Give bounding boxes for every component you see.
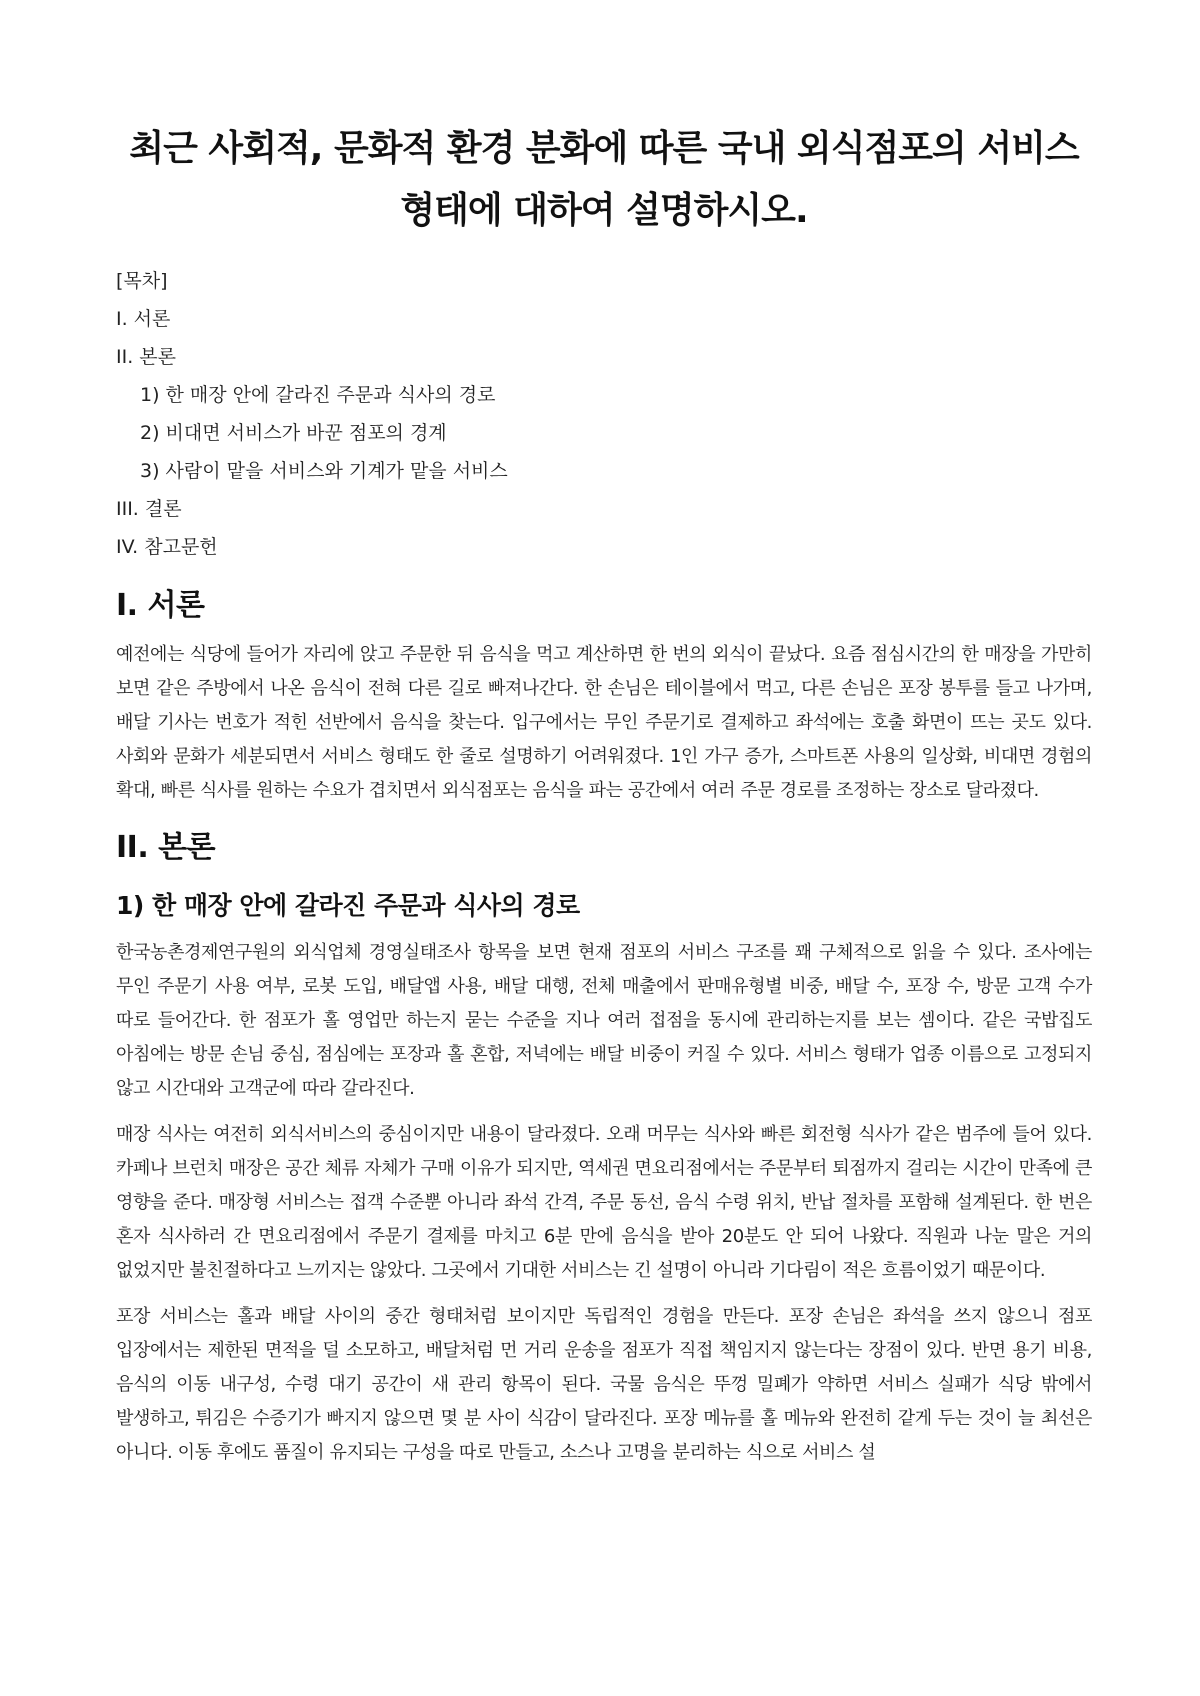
toc-item-subsection-1: 1) 한 매장 안에 갈라진 주문과 식사의 경로 (140, 384, 496, 406)
table-of-contents (116, 262, 1092, 566)
document-title-line-2: 형태에 대하여 설명하시오. (400, 190, 808, 231)
toc-item-subsection-3: 3) 사람이 맡을 서비스와 기계가 맡을 서비스 (140, 460, 508, 482)
toc-item-introduction: I. 서론 (116, 308, 171, 330)
toc-item-main-body: II. 본론 (116, 346, 176, 368)
introduction-paragraph: 예전에는 식당에 들어가 자리에 앉고 주문한 뒤 음식을 먹고 계산하면 한 번의 외식이 끝났다. 요즘 점심시간의 한 매장을 가만히 보면 같은 주방에서 나온 음식이 전혀 다른 길로 빠져나간다. 한 손님은 테이블에서 먹고, 다른 손님은 포장 봉투를 들고 나가며, 배달 기사는 번호가 적힌 선반에서 음식을 찾는다. 입구에서는 무인 주문기로 결제하고 좌석에는 호출 화면이 뜨는 곳도 있다. 사회와 문화가 세분되면서 서비스 형태도 한 줄로 설명하기 어려워졌다. 1인 가구 증가, 스마트폰 사용의 일상화, 비대면 경험의 확대, 빠른 식사를 원하는 수요가 겹치면서 외식점포는 음식을 파는 공간에서 여러 주문 경로를 조정하는 장소로 달라졌다. (116, 644, 1092, 801)
toc-item-references: IV. 참고문헌 (116, 536, 218, 558)
document-title-line-1: 최근 사회적, 문화적 환경 분화에 따른 국내 외식점포의 서비스 (129, 128, 1079, 169)
toc-item-subsection-2: 2) 비대면 서비스가 바꾼 점포의 경계 (140, 422, 447, 444)
subsection-1-paragraph-3: 포장 서비스는 홀과 배달 사이의 중간 형태처럼 보이지만 독립적인 경험을 만든다. 포장 손님은 좌석을 쓰지 않으니 점포 입장에서는 제한된 면적을 덜 소모하고, 배달처럼 먼 거리 운송을 점포가 직접 책임지지 않는다는 장점이 있다. 반면 용기 비용, 음식의 이동 내구성, 수령 대기 공간이 새 관리 항목이 된다. 국물 음식은 뚜껑 밀폐가 약하면 서비스 실패가 식당 밖에서 발생하고, 튀김은 수증기가 빠지지 않으면 몇 분 사이 식감이 달라진다. 포장 메뉴를 홀 메뉴와 완전히 같게 두는 것이 늘 최선은 아니다. 이동 후에도 품질이 유지되는 구성을 따로 만들고, 소스나 고명을 분리하는 식으로 서비스 설 (116, 1306, 1092, 1463)
document-title (116, 118, 1092, 242)
toc-heading: [목차] (116, 270, 168, 292)
subsection-1-paragraph-2: 매장 식사는 여전히 외식서비스의 중심이지만 내용이 달라졌다. 오래 머무는 식사와 빠른 회전형 식사가 같은 범주에 들어 있다. 카페나 브런치 매장은 공간 체류 자체가 구매 이유가 되지만, 역세권 면요리점에서는 주문부터 퇴점까지 걸리는 시간이 만족에 큰 영향을 준다. 매장형 서비스는 접객 수준뿐 아니라 좌석 간격, 주문 동선, 음식 수령 위치, 반납 절차를 포함해 설계된다. 한 번은 혼자 식사하러 간 면요리점에서 주문기 결제를 마치고 6분 만에 음식을 받아 20분도 안 되어 나왔다. 직원과 나눈 말은 거의 없었지만 불친절하다고 느끼지는 않았다. 그곳에서 기대한 서비스는 긴 설명이 아니라 기다림이 적은 흐름이었기 때문이다. (116, 1124, 1092, 1281)
introduction-heading: I. 서론 (116, 588, 205, 623)
main-body-heading: II. 본론 (116, 830, 216, 865)
toc-item-conclusion: III. 결론 (116, 498, 182, 520)
subsection-1-paragraph-1: 한국농촌경제연구원의 외식업체 경영실태조사 항목을 보면 현재 점포의 서비스 구조를 꽤 구체적으로 읽을 수 있다. 조사에는 무인 주문기 사용 여부, 로봇 도입, 배달앱 사용, 배달 대행, 전체 매출에서 판매유형별 비중, 배달 수, 포장 수, 방문 고객 수가 따로 들어간다. 한 점포가 홀 영업만 하는지 묻는 수준을 지나 여러 접점을 동시에 관리하는지를 보는 셈이다. 같은 국밥집도 아침에는 방문 손님 중심, 점심에는 포장과 홀 혼합, 저녁에는 배달 비중이 커질 수 있다. 서비스 형태가 업종 이름으로 고정되지 않고 시간대와 고객군에 따라 갈라진다. (116, 942, 1092, 1099)
subsection-1-heading: 1) 한 매장 안에 갈라진 주문과 식사의 경로 (116, 891, 580, 920)
